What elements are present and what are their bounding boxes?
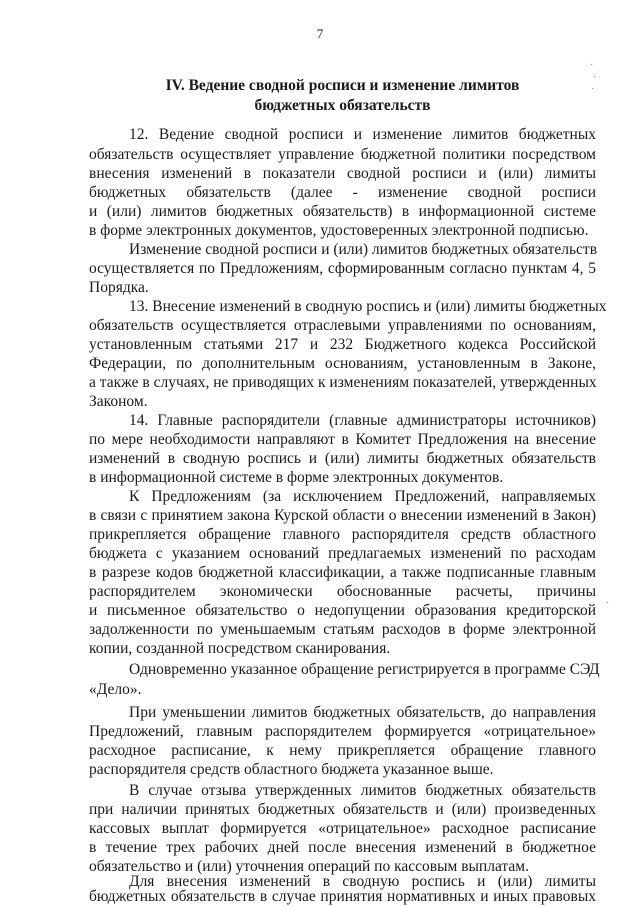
- scan-speck: ·: [593, 72, 597, 83]
- text-line: К Предложениям (за исключением Предложений, направляемых: [129, 488, 596, 505]
- text-line: Изменение сводной росписи и (или) лимитов бюджетных обязательств: [129, 241, 598, 258]
- scan-speck: ·: [606, 598, 610, 609]
- text-line: установленным статьями 217 и 232 Бюджетного кодекса Российской: [89, 336, 596, 353]
- text-line: внесения изменений в показатели сводной росписи и (или) лимиты: [89, 165, 596, 182]
- text-line: и (или) лимитов бюджетных обязательств) в информационной системе: [89, 203, 596, 220]
- section-title-line-2: бюджетных обязательств: [254, 97, 431, 114]
- scan-speck: ·: [590, 60, 594, 71]
- text-line: распорядителя средств областного бюджета указанное выше.: [89, 761, 494, 778]
- text-line: в разрезе кодов бюджетной классификации, а также подписанные главным: [89, 564, 596, 581]
- text-line: Законом.: [89, 393, 148, 410]
- text-line: изменений в сводную роспись и (или) лимиты бюджетных обязательств: [89, 450, 596, 467]
- text-line: бюджета с указанием оснований предлагаемых изменений по расходам: [89, 545, 596, 562]
- text-line: Порядка.: [89, 279, 149, 296]
- text-line: 12. Ведение сводной росписи и изменение лимитов бюджетных: [129, 126, 596, 143]
- text-line: при наличии принятых бюджетных обязательств и (или) произведенных: [89, 801, 596, 818]
- text-line: обязательство и (или) уточнения операций по кассовым выплатам.: [89, 858, 529, 875]
- text-line: задолженности по уменьшаемым статьям расходов в форме электронной: [89, 621, 596, 638]
- text-line: Для внесения изменений в сводную роспись и (или) лимиты: [129, 873, 596, 890]
- text-line: в форме электронных документов, удостоверенных электронной подписью.: [89, 222, 589, 239]
- text-line: в информационной системе в форме электронных документов.: [89, 469, 504, 486]
- text-line: бюджетных обязательств в случае принятия нормативных и иных правовых: [89, 888, 596, 905]
- text-line: по мере необходимости направляют в Комитет Предложения на внесение: [89, 431, 596, 448]
- text-line: а также в случаях, не приводящих к изменениям показателей, утвержденных: [89, 374, 597, 391]
- text-line: Предложений, главным распорядителем формируется «отрицательное»: [89, 723, 596, 740]
- text-line: копии, созданной посредством сканирования.: [89, 640, 391, 657]
- text-line: осуществляется по Предложениям, сформированным согласно пунктам 4, 5: [89, 260, 596, 277]
- text-line: В случае отзыва утвержденных лимитов бюджетных обязательств: [129, 782, 596, 799]
- text-line: При уменьшении лимитов бюджетных обязательств, до направления: [129, 704, 596, 721]
- section-title-line-1: IV. Ведение сводной росписи и изменение лимитов: [165, 77, 520, 94]
- text-line: обязательств осуществляет управление бюджетной политики посредством: [89, 146, 596, 163]
- text-line: прикрепляется обращение главного распорядителя средств областного: [89, 526, 596, 543]
- text-line: кассовых выплат формируется «отрицательное» расходное расписание: [89, 820, 596, 837]
- page-number: 7: [316, 26, 324, 41]
- text-line: 13. Внесение изменений в сводную роспись и (или) лимиты бюджетных: [129, 298, 607, 315]
- text-line: в связи с принятием закона Курской области о внесении изменений в Закон): [89, 507, 596, 524]
- text-line: Федерации, по дополнительным основаниям, установленным в Законе,: [89, 355, 596, 372]
- text-line: в течение трех рабочих дней после внесения изменений в бюджетное: [89, 839, 596, 856]
- text-line: и письменное обязательство о недопущении образования кредиторской: [89, 602, 596, 619]
- text-line: расходное расписание, к нему прикрепляется обращение главного: [89, 742, 596, 759]
- text-line: обязательств осуществляется отраслевыми управлениями по основаниям,: [89, 317, 596, 334]
- text-line: 14. Главные распорядители (главные администраторы источников): [129, 412, 596, 429]
- text-line: Одновременно указанное обращение регистрируется в программе СЭД: [129, 661, 600, 678]
- scan-speck: ·: [591, 84, 595, 95]
- text-line: бюджетных обязательств (далее - изменение сводной росписи: [89, 184, 596, 201]
- text-line: распорядителем экономически обоснованные расчеты, причины: [89, 583, 596, 600]
- text-line: «Дело».: [89, 681, 142, 698]
